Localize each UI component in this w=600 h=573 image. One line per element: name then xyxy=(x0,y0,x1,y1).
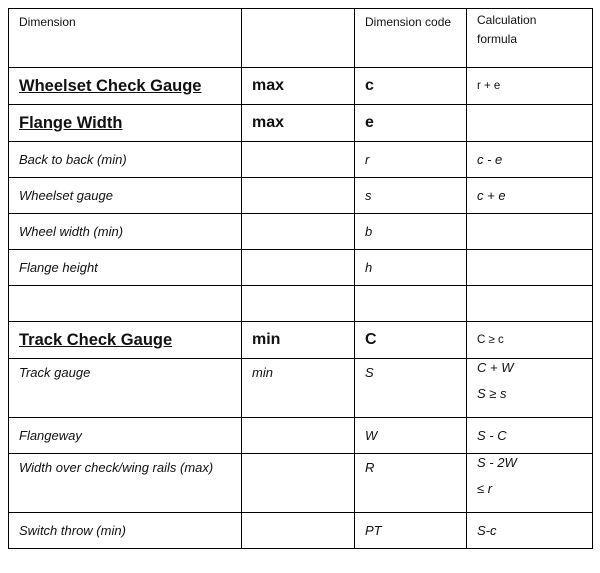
table-row xyxy=(9,68,593,105)
limit xyxy=(242,214,355,250)
dimension-code: h xyxy=(355,250,467,286)
table-row xyxy=(9,359,593,418)
dimension-code: b xyxy=(355,214,467,250)
formula: r + e xyxy=(467,68,593,105)
limit xyxy=(242,142,355,178)
table-row xyxy=(9,142,593,178)
header-limit xyxy=(242,9,355,68)
dimension-name: Wheelset Check Gauge xyxy=(9,68,242,105)
limit xyxy=(242,418,355,454)
dimension-code xyxy=(355,286,467,322)
limit xyxy=(242,513,355,549)
header-formula xyxy=(467,9,593,68)
dimension-code: s xyxy=(355,178,467,214)
formula xyxy=(467,105,593,142)
dimension-code: W xyxy=(355,418,467,454)
table-row xyxy=(9,418,593,454)
dimension-name: Track gauge xyxy=(9,359,242,418)
dimension-name: Switch throw (min) xyxy=(9,513,242,549)
formula-line: ≤ r xyxy=(477,481,493,496)
limit xyxy=(242,178,355,214)
limit: min xyxy=(242,322,355,359)
table-row xyxy=(9,322,593,359)
header-formula-line1: Calculation xyxy=(477,13,537,27)
formula: C ≥ c xyxy=(467,322,593,359)
header-code: Dimension code xyxy=(355,9,467,68)
table-row xyxy=(9,454,593,513)
dimension-code: c xyxy=(355,68,467,105)
formula xyxy=(467,454,593,513)
limit: max xyxy=(242,105,355,142)
formula-line: C + W xyxy=(477,360,514,375)
table-row xyxy=(9,513,593,549)
formula xyxy=(467,286,593,322)
formula xyxy=(467,214,593,250)
formula xyxy=(467,250,593,286)
limit: min xyxy=(242,359,355,418)
formula: c + e xyxy=(467,178,593,214)
formula xyxy=(467,359,593,418)
header-row xyxy=(9,9,593,68)
formula-line: S ≥ s xyxy=(477,386,507,401)
dimension-code: r xyxy=(355,142,467,178)
dimension-name: Wheelset gauge xyxy=(9,178,242,214)
limit: max xyxy=(242,68,355,105)
dimension-name: Flange height xyxy=(9,250,242,286)
dimensions-table xyxy=(8,8,593,549)
dimension-name: Back to back (min) xyxy=(9,142,242,178)
formula: c - e xyxy=(467,142,593,178)
dimension-code: e xyxy=(355,105,467,142)
dimension-name: Wheel width (min) xyxy=(9,214,242,250)
table-row xyxy=(9,250,593,286)
formula-line: S - 2W xyxy=(477,455,517,470)
header-dimension: Dimension xyxy=(9,9,242,68)
header-formula-line2: formula xyxy=(477,32,518,46)
dimension-name: Track Check Gauge xyxy=(9,322,242,359)
dimension-name xyxy=(9,286,242,322)
dimension-name: Width over check/wing rails (max) xyxy=(9,454,242,513)
dimension-name: Flangeway xyxy=(9,418,242,454)
dimension-code: R xyxy=(355,454,467,513)
dimension-code: PT xyxy=(355,513,467,549)
dimension-code: C xyxy=(355,322,467,359)
table-row-empty xyxy=(9,286,593,322)
limit xyxy=(242,250,355,286)
table-row xyxy=(9,105,593,142)
formula: S-c xyxy=(467,513,593,549)
limit xyxy=(242,454,355,513)
formula: S - C xyxy=(467,418,593,454)
limit xyxy=(242,286,355,322)
table-row xyxy=(9,178,593,214)
table-row xyxy=(9,214,593,250)
dimension-name: Flange Width xyxy=(9,105,242,142)
dimension-code: S xyxy=(355,359,467,418)
